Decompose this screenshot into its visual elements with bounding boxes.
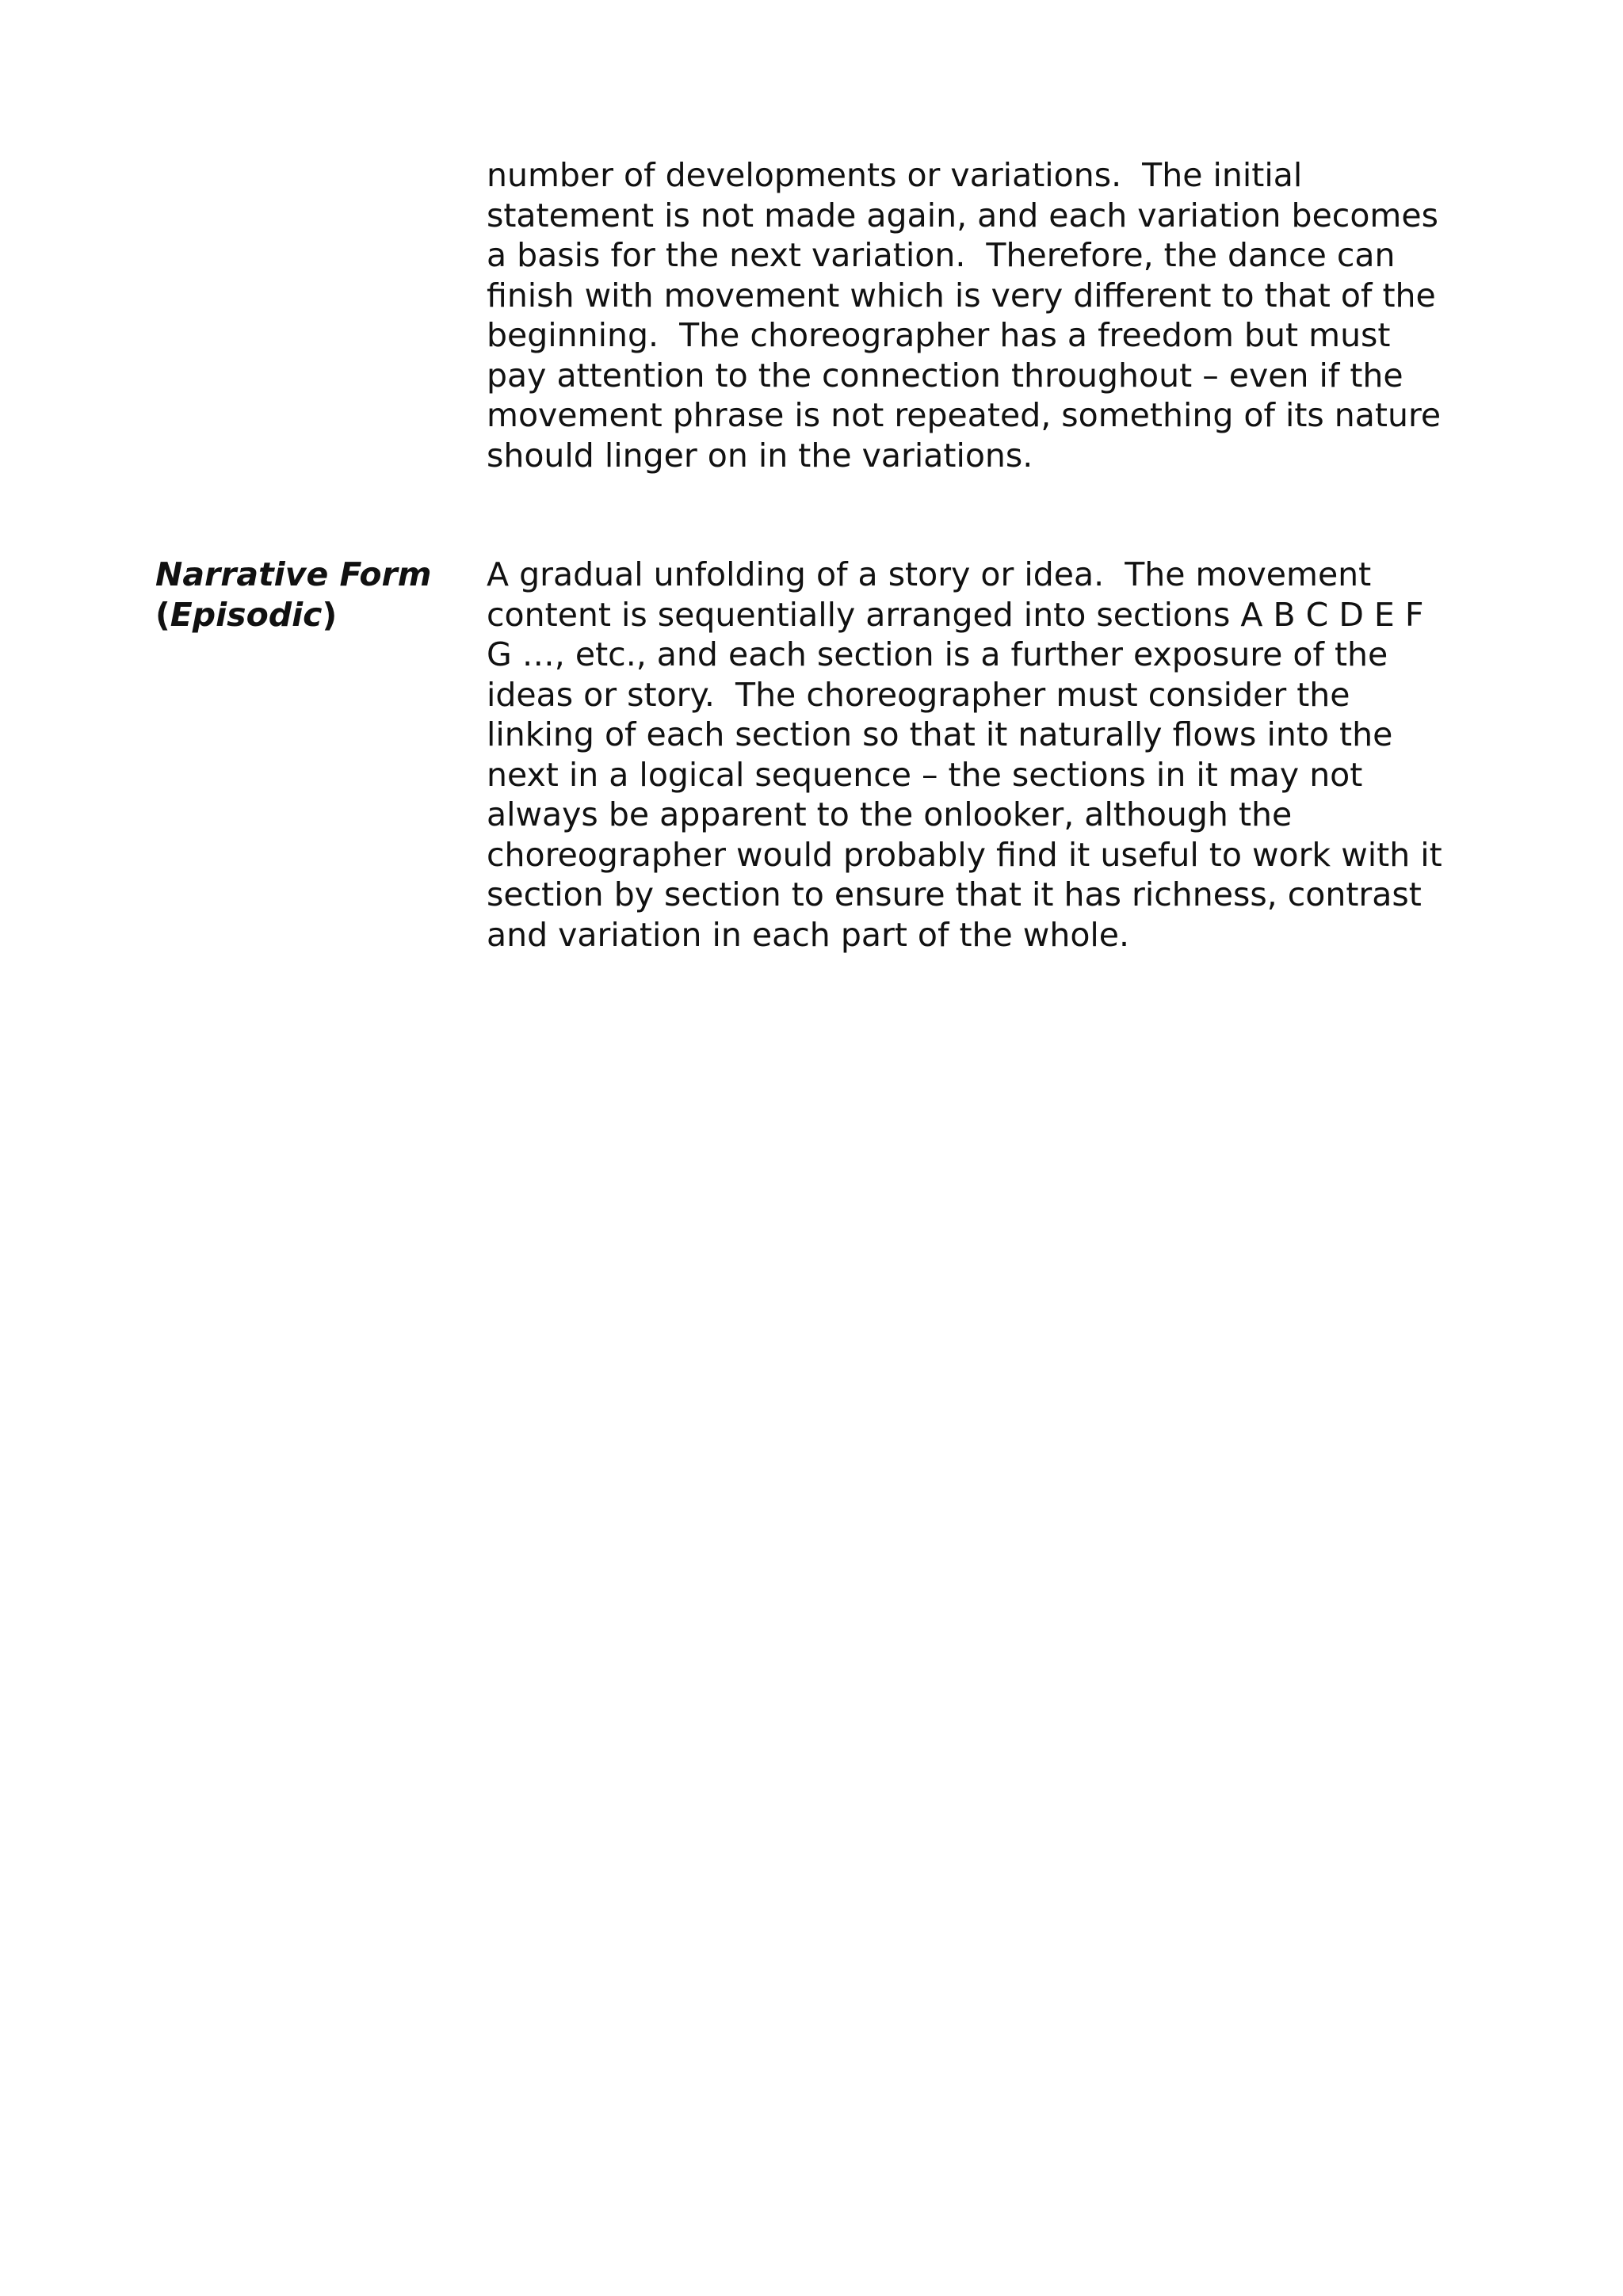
text-line: content is sequentially arranged into sections A B C D E F <box>487 595 1424 634</box>
entry-definition <box>487 555 1596 955</box>
text-line: should linger on in the variations. <box>487 436 1033 475</box>
term-title: Narrative Form <box>155 555 432 593</box>
text-line: section by section to ensure that it has richness, contrast <box>487 875 1422 913</box>
text-line: G …, etc., and each section is a further exposure of the <box>487 635 1388 673</box>
text-line: finish with movement which is very different to that of the <box>487 276 1436 315</box>
text-line: number of developments or variations. The initial <box>487 156 1303 194</box>
text-line: and variation in each part of the whole. <box>487 915 1130 954</box>
text-line: next in a logical sequence – the sections in it may not <box>487 755 1363 794</box>
text-line: a basis for the next variation. Therefore, the dance can <box>487 236 1396 274</box>
text-line: beginning. The choreographer has a freedom but must <box>487 316 1391 354</box>
text-line: always be apparent to the onlooker, although the <box>487 795 1293 833</box>
close-paren: ) <box>322 595 338 634</box>
continuation-paragraph <box>487 155 1596 475</box>
text-line: statement is not made again, and each variation becomes <box>487 196 1438 235</box>
text-line: movement phrase is not repeated, something of its nature <box>487 396 1442 434</box>
entry-term <box>155 555 472 635</box>
text-line: choreographer would probably find it useful to work with it <box>487 835 1442 874</box>
term-subtitle <box>155 595 472 635</box>
subterm-text: Episodic <box>170 595 323 634</box>
open-paren: ( <box>155 595 170 634</box>
text-line: ideas or story. The choreographer must consider the <box>487 675 1350 714</box>
text-line: pay attention to the connection throughout – even if the <box>487 356 1403 395</box>
text-line: A gradual unfolding of a story or idea. The movement <box>487 555 1372 593</box>
text-line: linking of each section so that it naturally flows into the <box>487 715 1393 753</box>
